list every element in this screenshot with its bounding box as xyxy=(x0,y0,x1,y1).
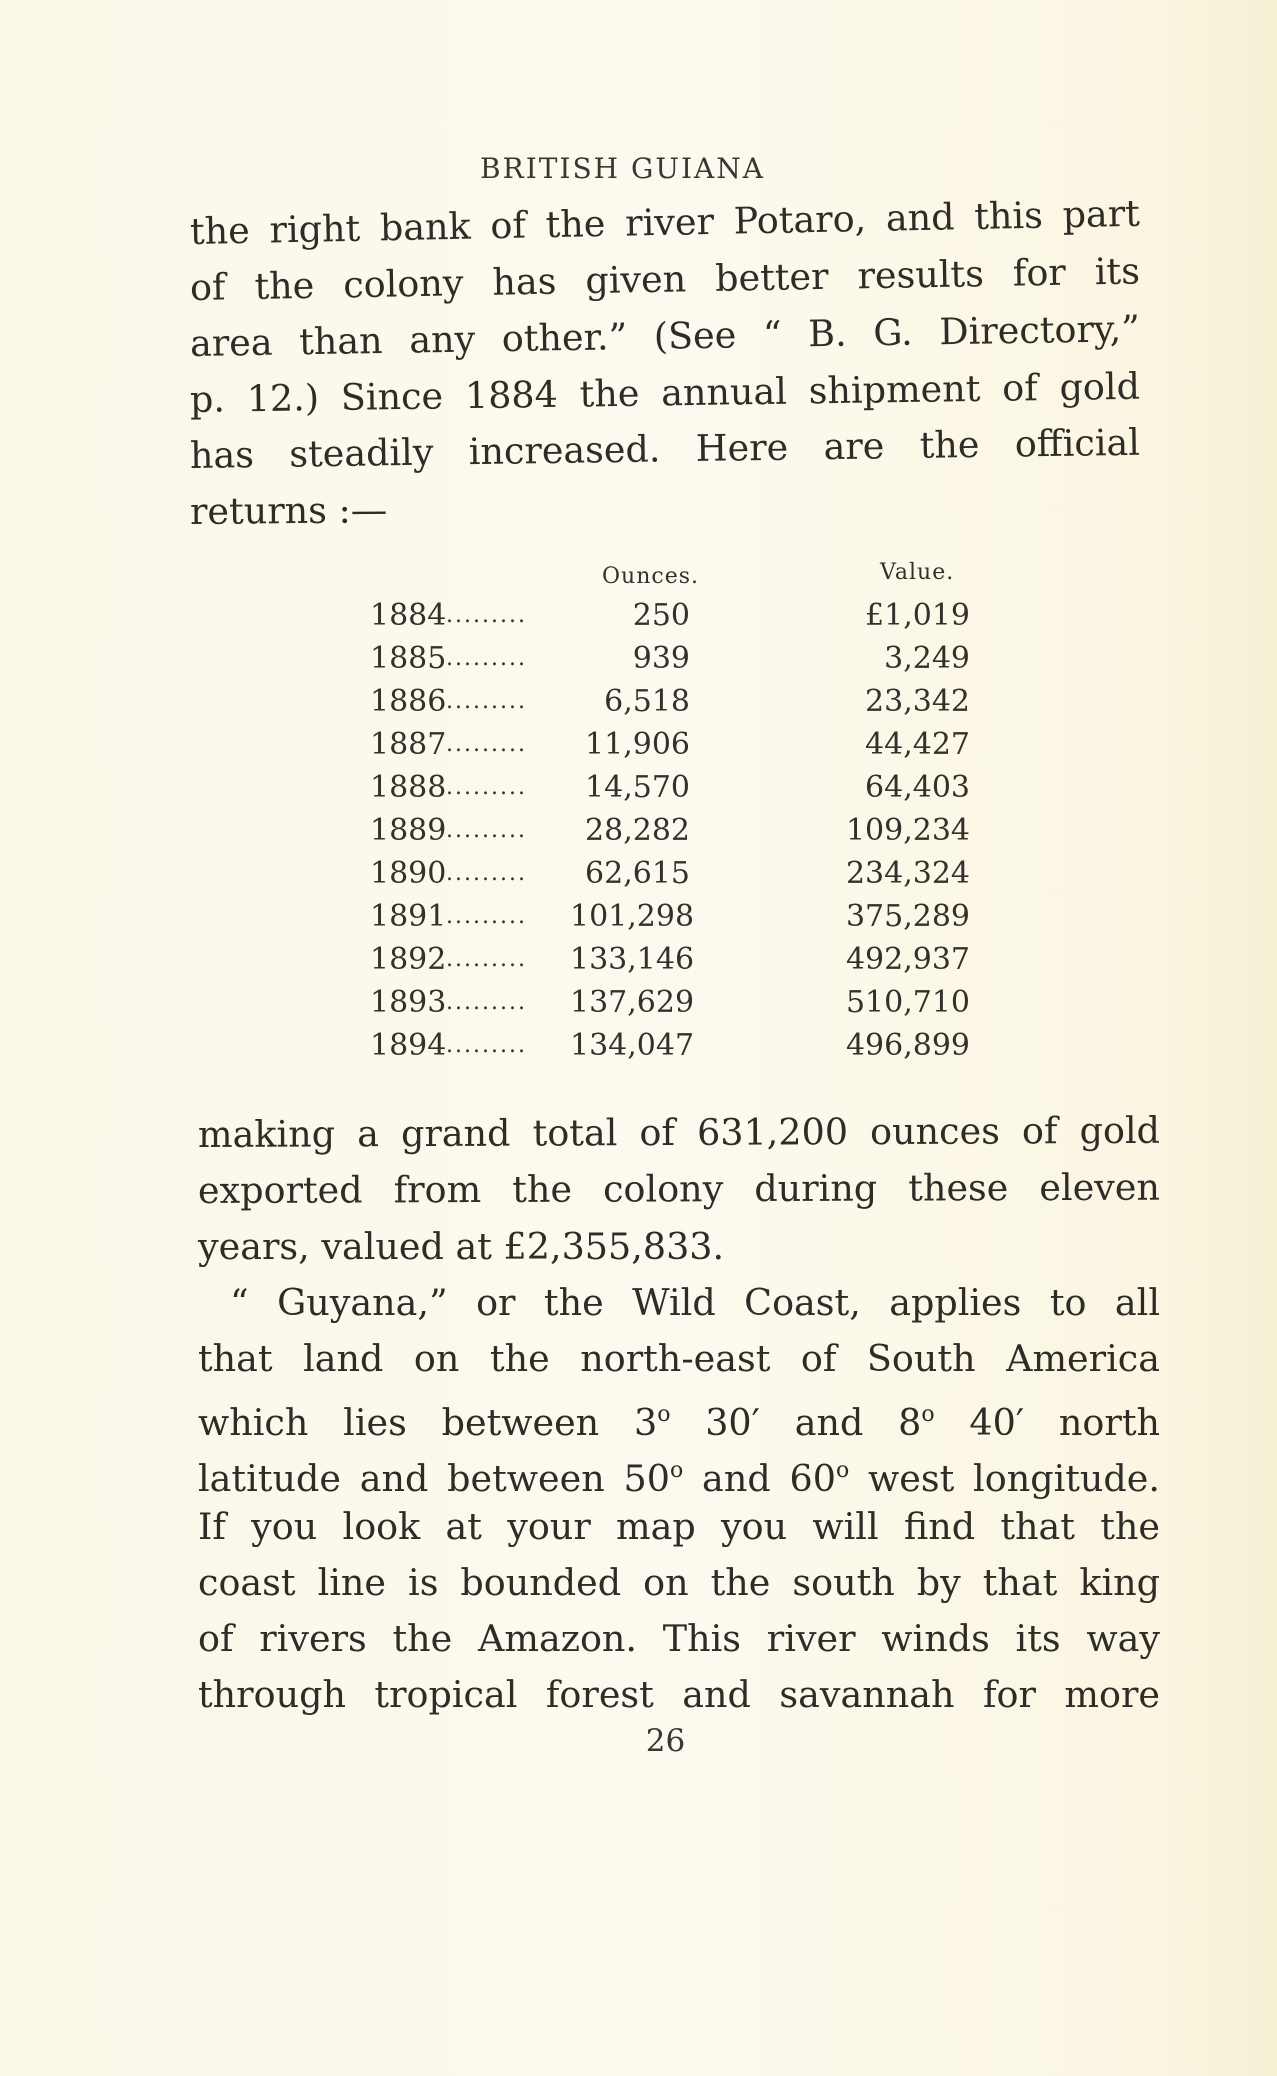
text-line: has steadily increased. Here are the official xyxy=(189,420,1141,477)
year-cell: 1890 xyxy=(370,856,447,891)
text-line: exported from the colony during these eleven xyxy=(197,1165,1161,1212)
year-cell: 1894 xyxy=(370,1028,447,1063)
text-fragment: and 60 xyxy=(683,1457,836,1500)
value-cell: 23,342 xyxy=(865,684,970,719)
text-line: of rivers the Amazon. This river winds its way xyxy=(198,1617,1160,1660)
text-line: years, valued at £2,355,833. xyxy=(198,1225,725,1268)
year-cell: 1889 xyxy=(370,813,447,848)
year-cell: 1893 xyxy=(370,985,447,1020)
text-fragment: which lies between 3 xyxy=(198,1401,658,1444)
text-line: the right bank of the river Potaro, and this part xyxy=(189,191,1141,253)
leader-dots: ......... xyxy=(446,646,527,671)
leader-dots: ......... xyxy=(446,947,527,972)
leader-dots: ......... xyxy=(446,990,527,1015)
table-row xyxy=(370,723,990,766)
value-cell: 492,937 xyxy=(845,942,970,977)
value-cell: 44,427 xyxy=(865,727,970,762)
leader-dots: ......... xyxy=(446,1033,527,1058)
text-fragment: west longitude. xyxy=(849,1457,1160,1500)
table-row xyxy=(370,852,990,895)
table-row xyxy=(370,938,990,981)
paragraph-intro xyxy=(189,191,1141,540)
text-fragment: 40′ north xyxy=(934,1401,1160,1444)
paragraph-guyana xyxy=(198,1275,1160,1723)
table-row xyxy=(370,594,990,637)
degree-mark: o xyxy=(657,1402,671,1427)
value-cell: 496,899 xyxy=(845,1028,970,1063)
year-cell: 1891 xyxy=(370,899,447,934)
gold-returns-table xyxy=(370,558,990,1067)
running-head-text: BRITISH GUIANA xyxy=(480,152,765,185)
text-line: through tropical forest and savannah for more xyxy=(198,1673,1160,1716)
text-fragment: 30′ and 8 xyxy=(670,1401,922,1444)
text-line: making a grand total of 631,200 ounces of gold xyxy=(197,1108,1161,1156)
header-value: Value. xyxy=(880,560,955,585)
ounces-cell: 133,146 xyxy=(570,942,695,977)
ounces-cell: 11,906 xyxy=(585,727,690,762)
value-cell: £1,019 xyxy=(865,598,970,633)
value-cell: 234,324 xyxy=(845,856,970,891)
ounces-cell: 137,629 xyxy=(570,985,695,1020)
degree-mark: o xyxy=(921,1402,935,1427)
table-row xyxy=(370,809,990,852)
ounces-cell: 62,615 xyxy=(585,856,690,891)
year-cell: 1892 xyxy=(370,942,447,977)
year-cell: 1885 xyxy=(370,641,447,676)
degree-mark: o xyxy=(670,1458,684,1483)
table-body xyxy=(370,594,990,1067)
year-cell: 1888 xyxy=(370,770,447,805)
text-fragment: latitude and between 50 xyxy=(198,1457,670,1500)
leader-dots: ......... xyxy=(446,861,527,886)
table-row xyxy=(370,680,990,723)
text-line: returns :— xyxy=(189,488,388,533)
leader-dots: ......... xyxy=(446,904,527,929)
header-ounces: Ounces. xyxy=(602,564,699,589)
value-cell: 109,234 xyxy=(845,813,970,848)
page-number xyxy=(0,1723,1277,1759)
leader-dots: ......... xyxy=(446,732,527,757)
text-line: of the colony has given better results for its xyxy=(189,249,1141,309)
text-line: If you look at your map you will find that the xyxy=(198,1505,1160,1548)
ounces-cell: 939 xyxy=(632,641,690,676)
table-row xyxy=(370,766,990,809)
ounces-cell: 28,282 xyxy=(585,813,690,848)
paragraph-total xyxy=(198,1107,1160,1275)
text-line: p. 12.) Since 1884 the annual shipment of gold xyxy=(189,364,1141,421)
table-row xyxy=(370,637,990,680)
ounces-cell: 250 xyxy=(632,598,690,633)
text-line: area than any other.” (See “ B. G. Directory,” xyxy=(189,307,1141,365)
year-cell: 1887 xyxy=(370,727,447,762)
year-cell: 1886 xyxy=(370,684,447,719)
running-head xyxy=(0,152,1277,185)
ounces-cell: 6,518 xyxy=(604,684,690,719)
text-line: that land on the north-east of South America xyxy=(198,1337,1160,1380)
table-header xyxy=(370,558,990,594)
page-number-text: 26 xyxy=(645,1723,686,1759)
text-line-latitude xyxy=(198,1387,1160,1443)
value-cell: 510,710 xyxy=(845,985,970,1020)
ounces-cell: 14,570 xyxy=(585,770,690,805)
table-row xyxy=(370,1024,990,1067)
text-line: “ Guyana,” or the Wild Coast, applies to all xyxy=(230,1281,1160,1324)
text-line-longitude xyxy=(198,1443,1160,1499)
year-cell: 1884 xyxy=(370,598,447,633)
degree-mark: o xyxy=(835,1458,850,1483)
ounces-cell: 134,047 xyxy=(570,1028,695,1063)
leader-dots: ......... xyxy=(446,775,527,800)
table-row xyxy=(370,981,990,1024)
value-cell: 3,249 xyxy=(884,641,970,676)
value-cell: 375,289 xyxy=(845,899,970,934)
leader-dots: ......... xyxy=(446,818,527,843)
leader-dots: ......... xyxy=(446,603,527,628)
value-cell: 64,403 xyxy=(865,770,970,805)
ounces-cell: 101,298 xyxy=(570,899,695,934)
text-line: coast line is bounded on the south by that king xyxy=(198,1561,1160,1604)
table-row xyxy=(370,895,990,938)
leader-dots: ......... xyxy=(446,689,527,714)
